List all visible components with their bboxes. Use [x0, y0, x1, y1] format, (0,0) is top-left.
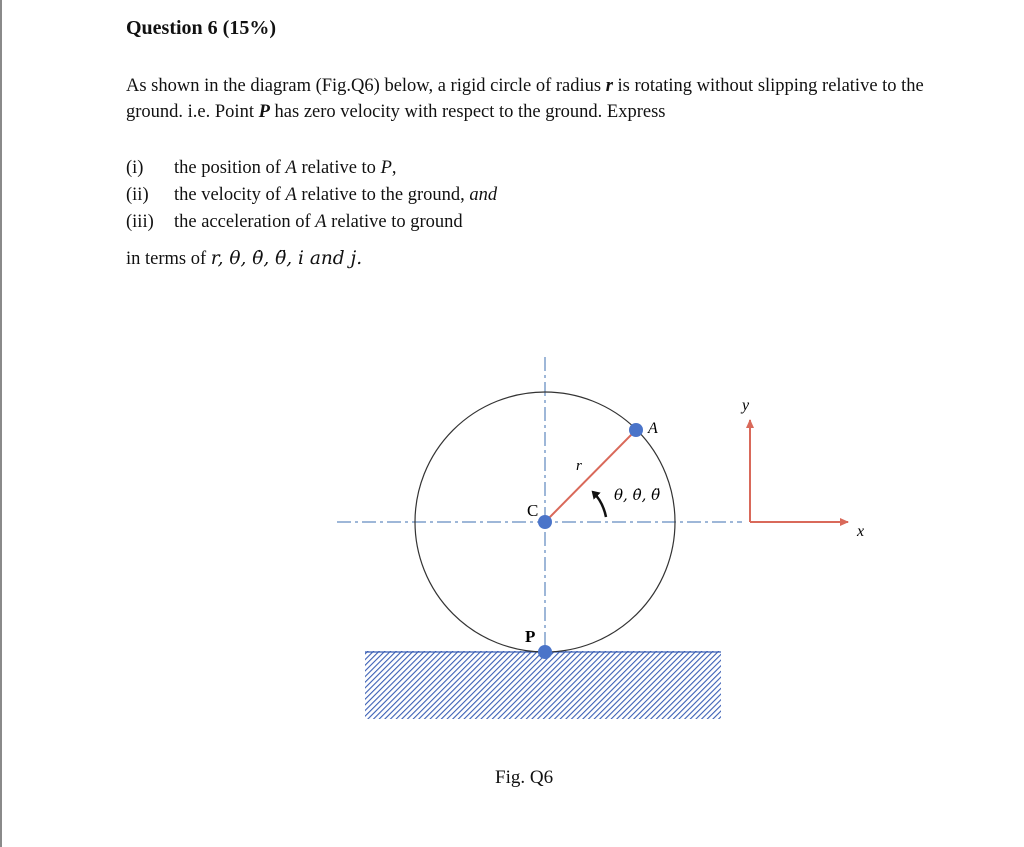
part-text-before: the acceleration of [174, 212, 316, 232]
label-p: P [525, 627, 536, 646]
terms-prefix: in terms of [126, 249, 211, 269]
label-c: C [527, 501, 539, 520]
point-a [629, 423, 643, 437]
part-var-a: A [315, 212, 327, 232]
intro-text-1: As shown in the diagram (Fig.Q6) below, a rigid circle of radius [126, 76, 606, 96]
question-title: Question 6 (15%) [126, 17, 276, 39]
rotation-arrow [593, 492, 606, 517]
ground-hatch [365, 651, 721, 719]
radius-line [545, 430, 636, 522]
label-r: r [576, 458, 582, 474]
label-theta: θ, θ̇, θ̈ [614, 486, 661, 504]
intro-var-r: r [605, 76, 613, 96]
label-a: A [648, 420, 658, 437]
intro-text-3: has zero velocity with respect to the ground. Express [269, 102, 666, 122]
part-number: (iii) [126, 212, 154, 232]
label-x: x [857, 523, 865, 540]
part-text-before: the position of [174, 158, 286, 178]
terms-math: r, θ, θ̇, θ̈, i and j. [210, 248, 363, 269]
part-number: (i) [126, 158, 144, 178]
part-text-and: and [469, 185, 498, 205]
part-var-a: A [285, 158, 297, 178]
part-text-end: , [391, 158, 397, 178]
part-text-before: the velocity of [174, 185, 286, 205]
point-c [538, 515, 552, 529]
point-p [538, 645, 552, 659]
part-text-after: relative to [296, 158, 381, 178]
intro-var-p: P [258, 102, 270, 122]
part-text-after: relative to the ground, [296, 185, 470, 205]
figure-caption: Fig. Q6 [495, 767, 554, 788]
part-var-a: A [285, 185, 297, 205]
label-y: y [742, 397, 750, 414]
part-text-after: relative to ground [326, 212, 463, 232]
part-var-p: P [380, 158, 392, 178]
part-number: (ii) [126, 185, 149, 205]
intro-text-2: is rotating without slipping relative to the ground. i.e. Point [126, 76, 924, 122]
